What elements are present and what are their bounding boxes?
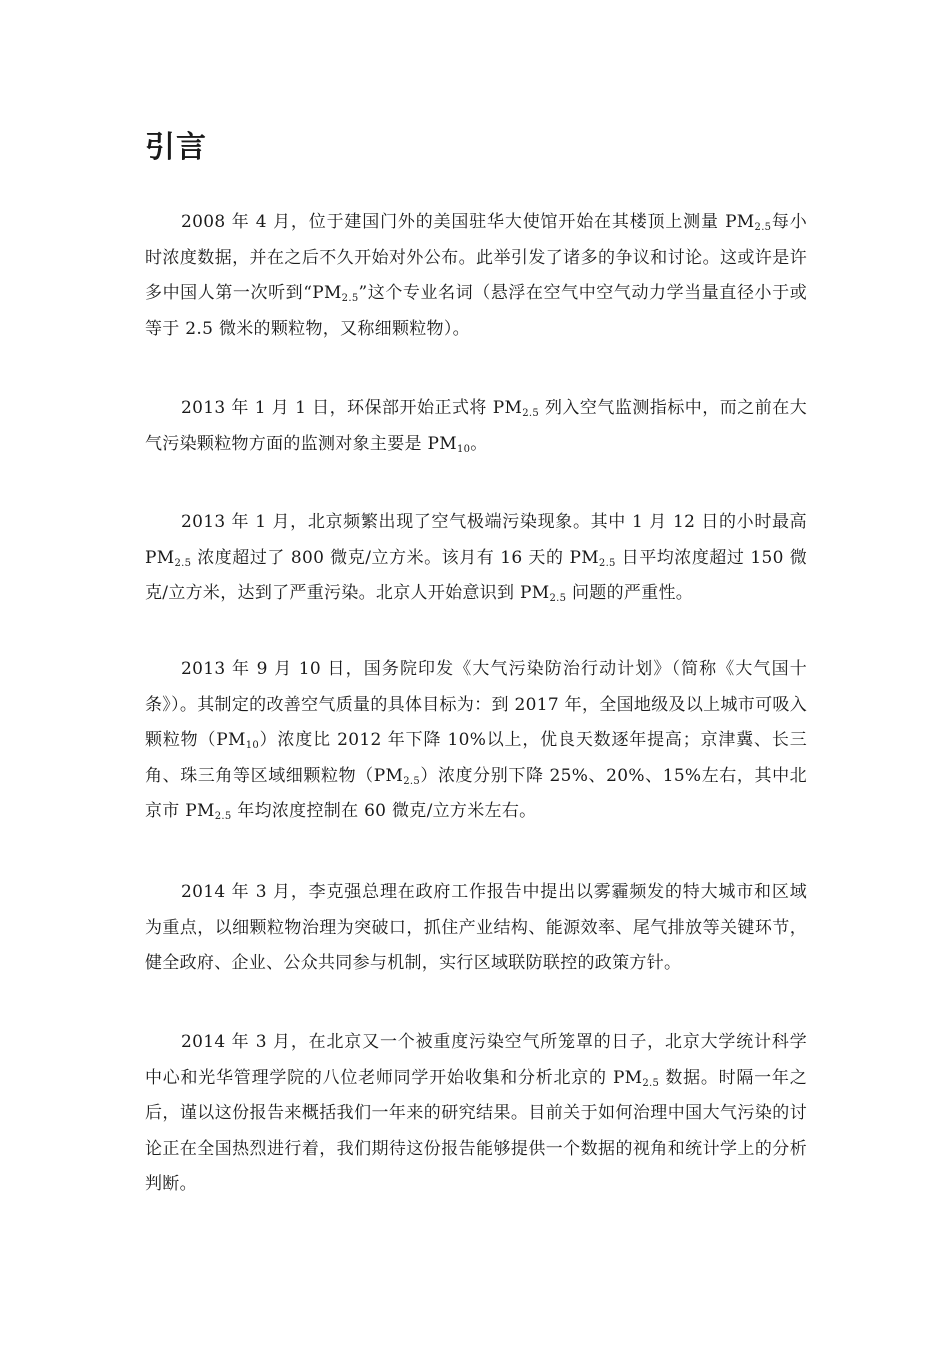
subscript: 2.5 bbox=[642, 1077, 660, 1089]
paragraph-text: 2014 年 3 月，李克强总理在政府工作报告中提出以雾霾频发的特大城市和区域为重点，以细颗粒物治理为突破口，抓住产业结构、能源效率、尾气排放等关键环节，健全政府、企业、公众共同参与机制，实行区域联防联控的政策方针。 bbox=[145, 882, 807, 973]
subscript: 10 bbox=[245, 740, 260, 751]
paragraph-2014-mar-research bbox=[145, 1025, 807, 1203]
paragraph-text: ）浓度分别下降 25%、20%、15%左右，其中北京市 PM bbox=[145, 765, 807, 821]
paragraph-2013-jan-pollution bbox=[145, 505, 807, 612]
subscript: 2.5 bbox=[403, 775, 421, 787]
subscript: 2.5 bbox=[522, 408, 540, 419]
paragraph-text: 2008 年 4 月，位于建国门外的美国驻华大使馆开始在其楼顶上测量 PM bbox=[181, 212, 755, 232]
subscript: 2.5 bbox=[754, 222, 772, 233]
subscript: 2.5 bbox=[214, 811, 232, 822]
paragraph-text: ）浓度比 2012 年下降 10%以上，优良天数逐年提高；京津冀、长三角、珠三角等区域细颗粒物（PM bbox=[145, 730, 807, 786]
paragraph-text: 问题的严重性。 bbox=[566, 583, 694, 603]
subscript: 2.5 bbox=[549, 593, 567, 604]
subscript: 2.5 bbox=[174, 557, 192, 569]
paragraph-text: 2014 年 3 月，在北京又一个被重度污染空气所笼罩的日子，北京大学统计科学中心和光华管理学院的八位老师同学开始收集和分析北京的 PM bbox=[145, 1032, 807, 1088]
subscript: 2.5 bbox=[598, 557, 616, 569]
paragraph-text: 每小时浓度数据，并在之后不久开始对外公布。此举引发了诸多的争议和讨论。这或许是许多中国人第一次听到“PM bbox=[145, 212, 808, 303]
paragraph-text: 。 bbox=[470, 433, 488, 454]
paragraph-text: 2013 年 1 月，北京频繁出现了空气极端污染现象。其中 1 月 12 日的小时最高 PM bbox=[145, 512, 807, 568]
paragraph-text: 浓度超过了 800 微克/立方米。该月有 16 天的 PM bbox=[191, 547, 599, 568]
paragraph-text: 年均浓度控制在 60 微克/立方米左右。 bbox=[231, 801, 537, 821]
paragraph-text: 数据。时隔一年之后，谨以这份报告来概括我们一年来的研究结果。目前关于如何治理中国大气污染的讨论正在全国热烈进行着，我们期待这份报告能够提供一个数据的视角和统计学上的分析判断。 bbox=[145, 1067, 807, 1194]
paragraph-2013-jan-1 bbox=[145, 391, 807, 462]
page-title: 引言 bbox=[145, 130, 207, 165]
paragraph-2014-mar-government-report bbox=[145, 875, 807, 982]
subscript: 2.5 bbox=[341, 293, 359, 304]
paragraph-text: ”这个专业名词（悬浮在空气中空气动力学当量直径小于或等于 2.5 微米的颗粒物，又称细颗粒物）。 bbox=[145, 283, 807, 339]
paragraph-text: 2013 年 9 月 10 日，国务院印发《大气污染防治行动计划》（简称《大气国十条》）。其制定的改善空气质量的具体目标为：到 2017 年，全国地级及以上城市可吸入颗粒物（PM bbox=[145, 659, 807, 750]
paragraph-2008-embassy bbox=[145, 205, 807, 347]
subscript: 10 bbox=[456, 443, 471, 455]
paragraph-text: 列入空气监测指标中，而之前在大气污染颗粒物方面的监测对象主要是 PM bbox=[145, 398, 807, 454]
paragraph-2013-sep-action-plan bbox=[145, 652, 807, 830]
paragraph-text: 2013 年 1 月 1 日，环保部开始正式将 PM bbox=[181, 398, 523, 418]
paragraph-text: 日平均浓度超过 150 微克/立方米，达到了严重污染。北京人开始意识到 PM bbox=[145, 547, 807, 603]
